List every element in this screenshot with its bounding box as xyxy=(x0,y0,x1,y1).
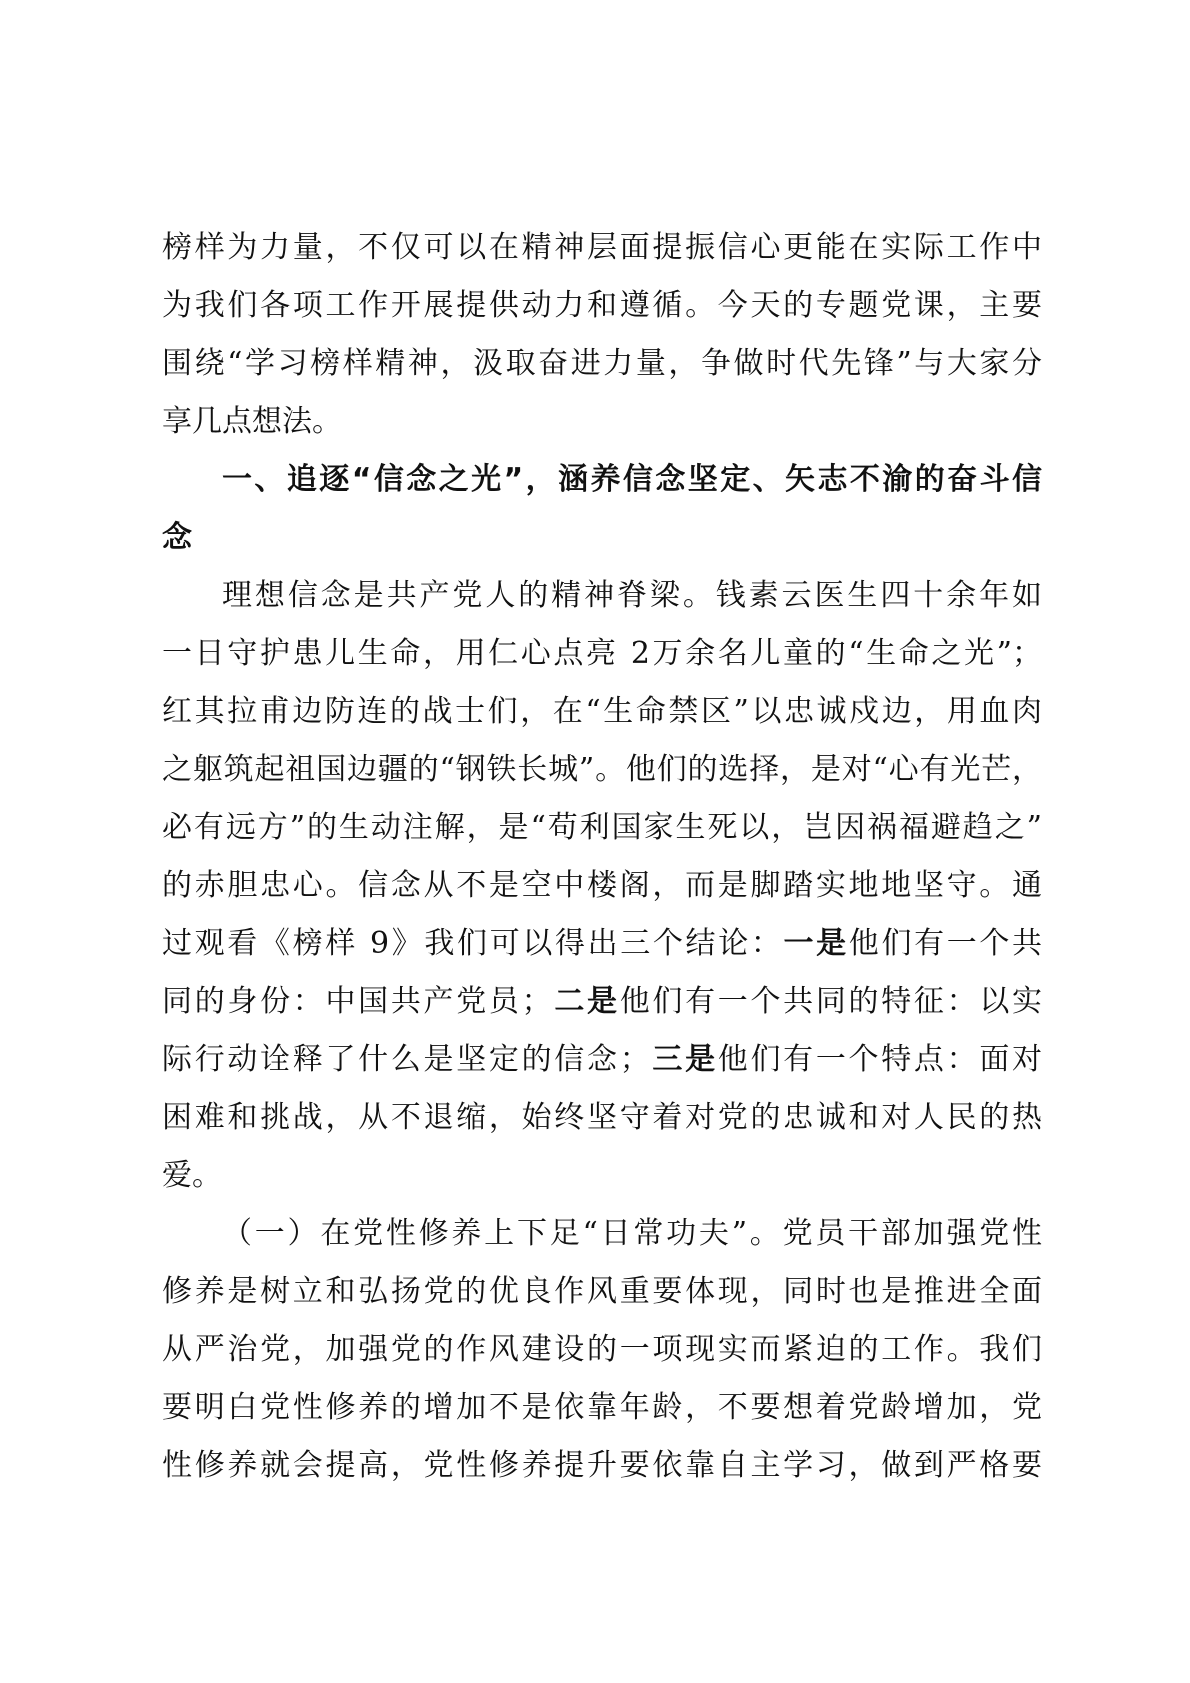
conclusion-3-text-a: 他们有一个特点：面对 xyxy=(717,1042,1042,1077)
section-para-line-4: 之躯筑起祖国边疆的“钢铁长城”。他们的选择，是对“心有光芒， xyxy=(162,752,1042,787)
conclusion-3-keyword: 三是 xyxy=(649,1042,718,1077)
section-para-line-9 xyxy=(162,1031,1042,1089)
conclusion-2-keyword: 二是 xyxy=(551,984,620,1019)
section-para-line-10: 困难和挑战，从不退缩，始终坚守着对党的忠诚和对人民的热 xyxy=(162,1100,1042,1135)
subsection-line-1: （一）在党性修养上下足“日常功夫”。党员干部加强党性 xyxy=(222,1216,1042,1251)
intro-line-3: 围绕“学习榜样精神，汲取奋进力量，争做时代先锋”与大家分 xyxy=(162,346,1042,381)
subsection-line-3: 从严治党，加强党的作风建设的一项现实而紧迫的工作。我们 xyxy=(162,1332,1042,1367)
document-page xyxy=(162,219,1042,1495)
subsection-line-2: 修养是树立和弘扬党的优良作风重要体现，同时也是推进全面 xyxy=(162,1274,1042,1309)
conclusion-2-text-b: 际行动诠释了什么是坚定的信念； xyxy=(162,1042,650,1077)
section-para-line-1: 理想信念是共产党人的精神脊梁。钱素云医生四十余年如 xyxy=(222,578,1042,613)
section-para-line-3: 红其拉甫边防连的战士们，在“生命禁区”以忠诚戍边，用血肉 xyxy=(162,694,1042,729)
conclusion-1-text-b: 同的身份：中国共产党员； xyxy=(162,984,552,1019)
section-para-line-7 xyxy=(162,915,1042,973)
section-para-line-5: 必有远方”的生动注解，是“苟利国家生死以，岂因祸福避趋之” xyxy=(162,810,1042,845)
intro-line-4: 享几点想法。 xyxy=(162,404,342,439)
subsection-line-4: 要明白党性修养的增加不是依靠年龄，不要想着党龄增加，党 xyxy=(162,1390,1042,1425)
subsection-line-5: 性修养就会提高，党性修养提升要依靠自主学习，做到严格要 xyxy=(162,1448,1042,1483)
section-para-line-2: 一日守护患儿生命，用仁心点亮 2万余名儿童的“生命之光”； xyxy=(162,636,1042,671)
section-para-line-11: 爱。 xyxy=(162,1158,222,1193)
conclusion-1-text-a: 他们有一个共 xyxy=(848,926,1042,961)
intro-line-1: 榜样为力量，不仅可以在精神层面提振信心更能在实际工作中 xyxy=(162,230,1042,265)
section-heading-line-1: 一、追逐“信念之光”，涵养信念坚定、矢志不渝的奋斗信 xyxy=(222,462,1042,497)
section-para-line-6: 的赤胆忠心。信念从不是空中楼阁，而是脚踏实地地坚守。通 xyxy=(162,868,1042,903)
conclusion-1-keyword: 一是 xyxy=(783,926,849,961)
conclusion-2-text-a: 他们有一个共同的特征：以实 xyxy=(619,984,1042,1019)
section-heading-line-2: 念 xyxy=(162,520,192,555)
section-para-line-8 xyxy=(162,973,1042,1031)
intro-line-2: 为我们各项工作开展提供动力和遵循。今天的专题党课，主要 xyxy=(162,288,1042,323)
section-para-line-7-text: 过观看《榜样 9》我们可以得出三个结论： xyxy=(162,926,784,961)
